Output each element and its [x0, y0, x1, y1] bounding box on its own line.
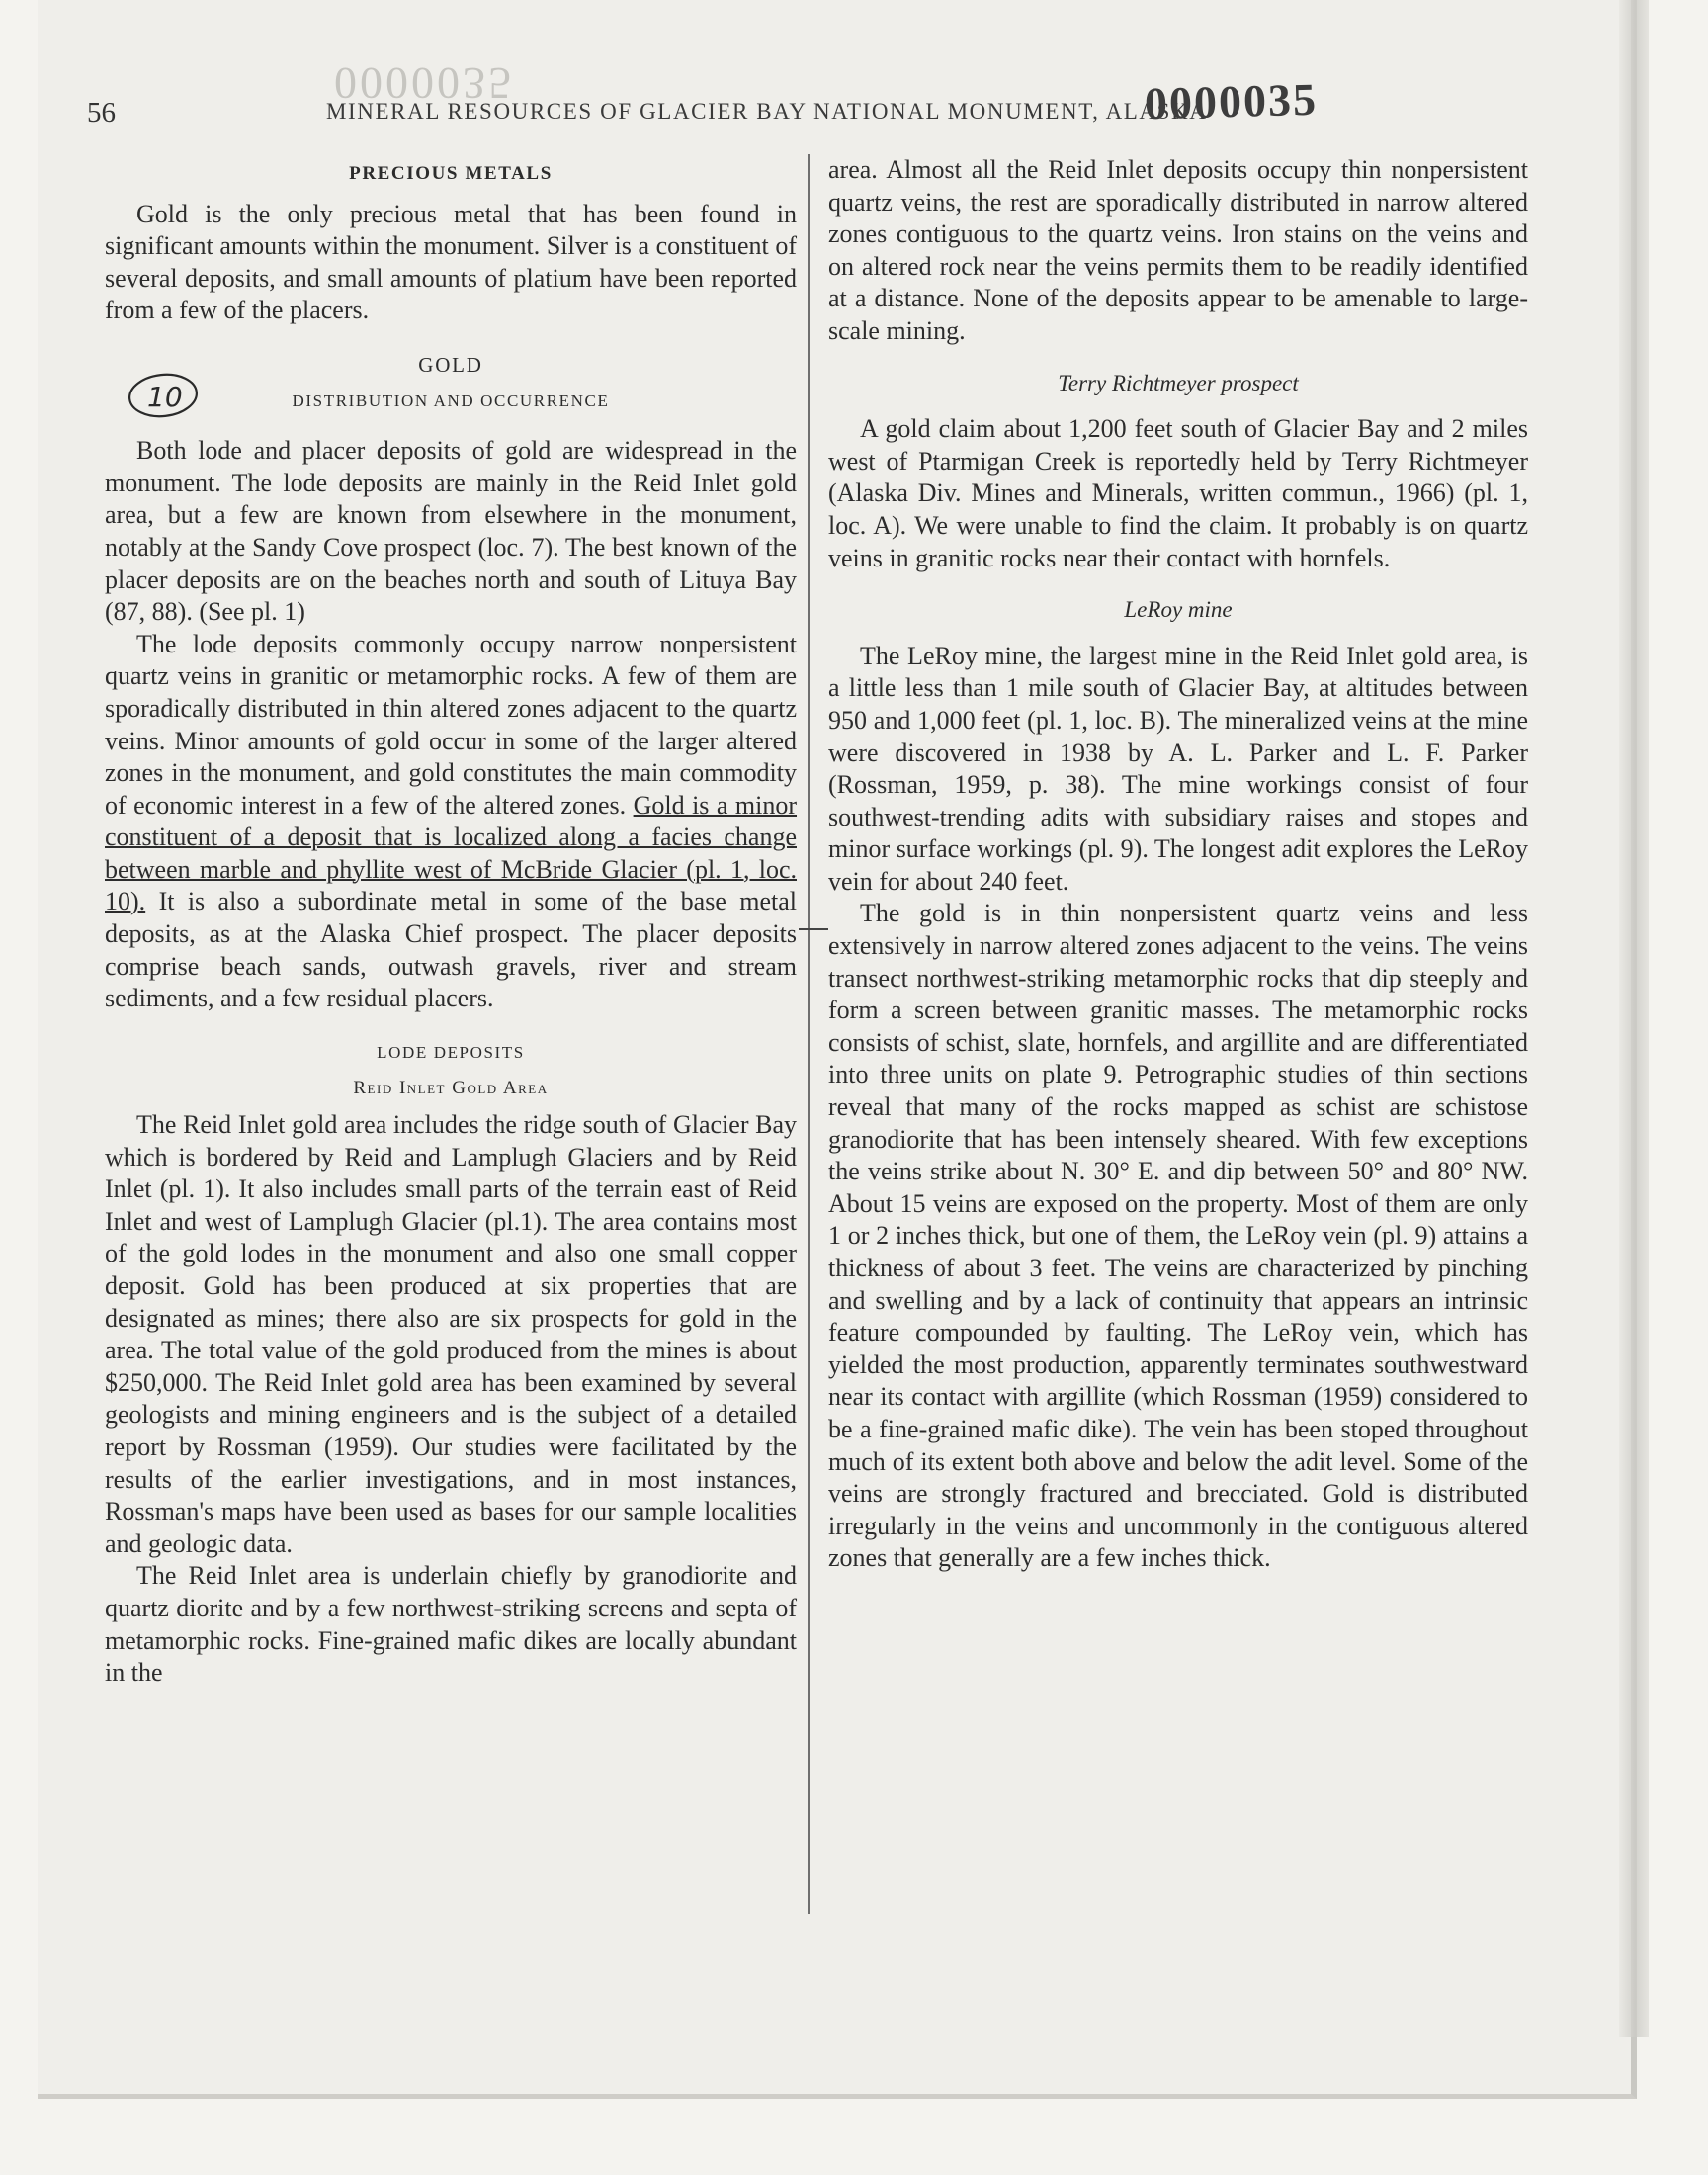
gold-heading: GOLD [418, 352, 483, 377]
left-column [105, 154, 797, 1690]
lode-text-b: It is also a subordinate metal in some of the base metal deposits, as at the Alaska Chief prospect. The placer deposits comprise beach sands, outwash gravels, river and stream sediments, and a few residual placers. [105, 887, 797, 1013]
stamp-number: 0000035 [1144, 73, 1319, 130]
reid-area-continuation: area. Almost all the Reid Inlet deposits occupy thin nonpersistent quartz veins, the rest are sporadically distributed in narrow altered zones contiguous to the quartz veins. Iron stains on the veins and on altered rock near the veins permits them to be readily identified at a distance. None of the deposits appear to be amenable to large-scale mining. [828, 155, 1528, 345]
distribution-heading: DISTRIBUTION AND OCCURRENCE [292, 391, 610, 410]
leroy-mine-paragraph-1: The LeRoy mine, the largest mine in the Reid Inlet gold area, is a little less than 1 mile south of Glacier Bay, at altitudes between 950 and 1,000 feet (pl. 1, loc. B). The mineralized veins at the mine were discovered in 1938 by A. L. Parker and L. F. Parker (Rossman, 1959, p. 38). The mine workings consist of four southwest-trending adits with subsidiary raises and stopes and minor surface workings (pl. 9). The longest adit explores the LeRoy vein for about 240 feet. [828, 641, 1528, 896]
page-number: 56 [87, 97, 116, 129]
precious-metals-heading: PRECIOUS METALS [349, 163, 553, 184]
reid-inlet-heading: Reid Inlet Gold Area [353, 1078, 549, 1099]
lode-deposits-heading: LODE DEPOSITS [377, 1042, 525, 1062]
right-column [828, 154, 1528, 1575]
page-edge-shadow [1619, 0, 1649, 2037]
column-divider [808, 154, 810, 1914]
underlined-passage: Gold is a minor constituent of a deposit that is localized along a facies change between marble and phyllite west of McBride Glacier (pl. 1, loc. 10). [105, 790, 798, 916]
precious-metals-paragraph: Gold is the only precious metal that has been found in significant amounts within the monument. Silver is a constituent of several deposits, and small amounts of platium have been reported from a few of the placers. [105, 199, 797, 325]
gold-occurrence-paragraph: Both lode and placer deposits of gold are widespread in the monument. The lode deposits are mainly in the Reid Inlet gold area, but a few are known from elsewhere in the monument, notably at the Sandy Cove prospect (loc. 7). The best known of the placer deposits are on the beaches north and south of Lituya Bay (87, 88). (See pl. 1) [105, 436, 797, 627]
running-head: MINERAL RESOURCES OF GLACIER BAY NATIONAL MONUMENT, ALASKA [326, 99, 1208, 124]
lode-text-a: The lode deposits commonly occupy narrow nonpersistent quartz veins in granitic or metamorphic rocks. A few of them are sporadically distributed in thin altered zones adjacent to the quartz veins. Minor amounts of gold occur in some of the larger altered zones in the monument, and gold constitutes the main commodity of economic interest in a few of the altered zones. [105, 629, 797, 820]
leroy-mine-heading: LeRoy mine [1124, 597, 1233, 623]
terry-richtmeyer-heading: Terry Richtmeyer prospect [1058, 370, 1299, 395]
reid-inlet-paragraph-2: The Reid Inlet area is underlain chiefly by granodiorite and quartz diorite and by a few northwest-striking screens and septa of metamorphic rocks. Fine-grained mafic dikes are locally abundant in the [105, 1561, 797, 1688]
reid-inlet-paragraph-1: The Reid Inlet gold area includes the ridge south of Glacier Bay which is bordered by Reid and Lamplugh Glaciers and by Reid Inlet (pl. 1). It also includes small parts of the terrain east of Reid Inlet and west of Lamplugh Glacier (pl.1). The area contains most of the gold lodes in the monument and also one small copper deposit. Gold has been produced at six properties that are designated as mines; there also are six prospects for gold in the area. The total value of the gold produced from the mines is about $250,000. The Reid Inlet gold area has been examined by several geologists and mining engineers and is the subject of a detailed report by Rossman (1959). Our studies were facilitated by the results of the earlier investigations, and in most instances, Rossman's maps have been used as bases for our sample localities and geologic data. [105, 1110, 797, 1558]
circled-number-text: 10 [147, 381, 183, 413]
lode-deposits-paragraph [105, 629, 797, 1015]
terry-richtmeyer-paragraph: A gold claim about 1,200 feet south of Glacier Bay and 2 miles west of Ptarmigan Creek is reportedly held by Terry Richtmeyer (Alaska Div. Mines and Minerals, written commun., 1966) (pl. 1, loc. A). We were unable to find the claim. It probably is on quartz veins in granitic rocks near their contact with hornfels. [828, 414, 1528, 572]
faint-stamp-mark: 0000035 [334, 58, 514, 109]
leroy-mine-paragraph-2: The gold is in thin nonpersistent quartz veins and less extensively in narrow altered zones adjacent to the veins. The veins transect northwest-striking metamorphic rocks that dip steeply and form a screen between granitic masses. The metamorphic rocks consists of schist, slate, hornfels, and argillite and are differentiated into three units on plate 9. Petrographic studies of thin sections reveal that many of the rocks mapped as schist are schistose granodiorite that has been intensely sheared. With few exceptions the veins strike about N. 30° E. and dip between 50° and 80° NW. About 15 veins are exposed on the property. Most of them are only 1 or 2 inches thick, but one of them, the LeRoy vein (pl. 9) attains a thickness of about 3 feet. The veins are characterized by pinching and swelling and by a lack of continuity that appears an intrinsic feature compounded by faulting. The LeRoy vein, which has yielded the most production, apparently terminates southwestward near its contact with argillite (which Rossman (1959) considered to be a fine-grained mafic dike). The vein has been stoped throughout much of its extent both above and below the adit level. Some of the veins are strongly fractured and brecciated. Gold is distributed irregularly in the veins and uncommonly in the contiguous altered zones that generally are a few inches thick. [828, 899, 1528, 1573]
